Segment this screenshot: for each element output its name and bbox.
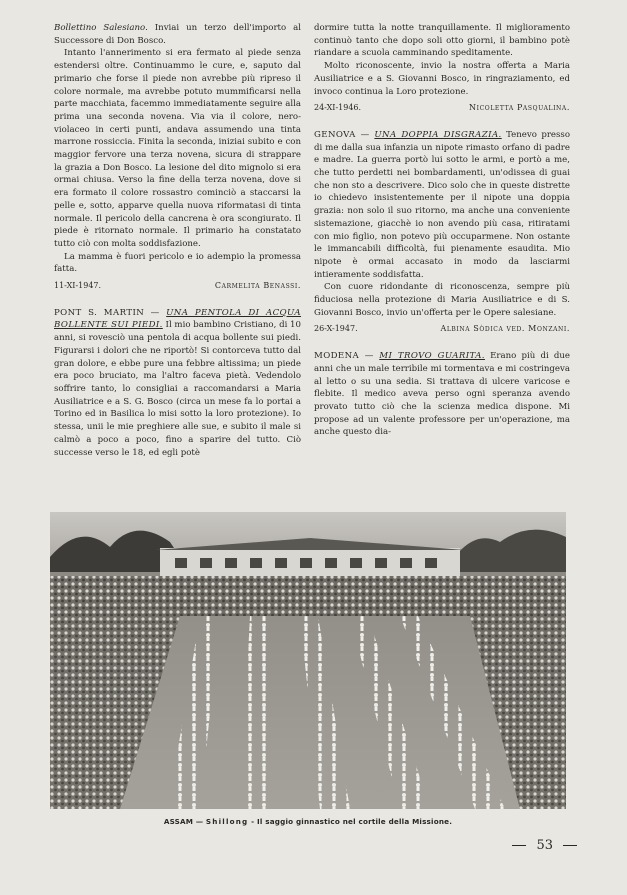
caption-region: ASSAM —	[163, 817, 206, 826]
story-place: MODENA —	[314, 351, 380, 362]
signature-line	[314, 323, 570, 336]
story-heading	[314, 350, 570, 439]
paragraph: Con cuore ridondante di riconoscenza, sempre più fiduciosa nella protezione di Maria Ausiliatrice e di S. Giovanni Bosco, invio un'offerta per le Opere salesiane.	[314, 282, 570, 318]
photo-illustration	[50, 512, 566, 809]
story-place: PONT S. MARTIN —	[54, 307, 167, 318]
spectator-crowd	[50, 576, 566, 616]
story-heading	[314, 129, 570, 281]
story-text: Tenevo presso di me dalla sua infanzia un nipote rimasto orfano di padre e madre. La guerra portò lui sotto le armi, e portò a me, che tutto perdetti nei bombardamenti, un'odissea di guai che non sto a descrivere. Dico solo che in queste distrette io chiedevo insistentemente per il nipote una doppia grazia: non solo il suo ritorno, ma anche una conveniente sistemazione, giacchè io non avendo più casa, ritiratami con mio figlio, non potevo più occuparmene. Non ostante le immancabili difficoltà, fui pienamente esaudita. Mio nipote è ormai accasato in modo da lasciarmi intieramente soddisfatta.	[314, 129, 571, 280]
story-title: MI TROVO GUARITA.	[379, 351, 485, 362]
photo-caption	[50, 817, 566, 826]
story-text: Erano più di due anni che un male terribile mi tormentava e mi costringeva al letto o su una sedia. Si trattava di ulcere varicose e flebite. Il medico aveva perso ogni speranza avendo provato tutto ciò che la scienza medica dispone. Mi propose ad un valente professore per un'operazione, ma anche questo dia-	[314, 351, 570, 438]
paragraph: Molto riconoscente, invio la nostra offerta a Maria Ausiliatrice e a S. Giovanni Bosco, in ringraziamento, ed invoco continua la Loro protezione.	[314, 61, 570, 97]
left-column	[54, 22, 301, 459]
signature-line	[54, 280, 301, 293]
page-number-block	[512, 838, 577, 853]
divider	[512, 845, 526, 846]
page-number: 53	[536, 838, 553, 853]
divider	[563, 845, 577, 846]
signature-line	[314, 102, 570, 115]
story-text: Il mio bambino Cristiano, di 10 anni, si rovesciò una pentola di acqua bollente sui piedi. Figurarsi i dolori che ne riportò! Si contorceva tutto dal gran dolore, e ebbe pure una febbre altissima; un piede era poco bruciato, ma l'altro faceva pietà. Vedendolo soffrire tanto, lo consigliai a raccomandarsi a Maria Ausiliatrice e a S. G. Bosco (circa un mese fa lo portai a Torino ed in Basilica lo misi sotto la loro protezione). Io stessa, unii le mie preghiere alle sue, e subito il male si calmò a poco a poco, fino a sparire del tutto. Ciò successe verso le 18, ed egli potè	[54, 320, 301, 458]
paragraph: Intanto l'annerimento si era fermato al piede senza estendersi oltre. Continuammo le cure, e, saputo dal primario che forse il piede non avrebbe più ripreso il colore normale, ma avrebbe potuto mummificarsi nella parte macchiata, facemmo immediatamente seguire alla prima una seconda novena. Via via il colore, nero-violaceo in certi punti, andava assumendo una tinta marrone rossiccia. Finita la seconda, iniziai subito e con maggior fervore una terza novena, sicura di strappare la grazia a Don Bosco. La lesione del dito mignolo si era ormai chiusa. Verso la fine della terza novena, dove si era formato il colore rossastro cominciò a staccarsi la pelle e, sotto, apparve quella nuova riformatasi di tinta normale. Il pericolo della cancrena è ora scongiurato. Il piede è ritornato normale. Il primario ha constatato tutto ciò con molta soddisfazione.	[54, 48, 301, 249]
caption-city: Shillong	[205, 817, 249, 826]
story-place: GENOVA —	[314, 129, 375, 140]
signature-name: Nicoletta Pasqualina.	[469, 103, 570, 113]
paragraph-text: Inviai un terzo dell'importo al Successore di Don Bosco.	[54, 23, 302, 46]
signature-date: 24-XI-1946.	[314, 103, 362, 113]
signature-name: Albina Sòdica ved. Monzani.	[440, 324, 570, 334]
signature-name: Carmelita Benassi.	[214, 281, 301, 291]
mission-courtyard-photo	[50, 512, 566, 809]
paragraph	[54, 22, 301, 47]
story-title: UNA PENTOLA DI ACQUA BOLLENTE SUI PIEDI.	[54, 307, 301, 331]
right-column	[314, 22, 570, 439]
story-title: UNA DOPPIA DISGRAZIA.	[374, 129, 502, 140]
signature-date: 26-X-1947.	[314, 324, 358, 334]
paragraph: dormire tutta la notte tranquillamente. Il miglioramento continuò tanto che dopo soli otto giorni, il bambino potè riandare a scuola camminando speditamente.	[314, 23, 570, 59]
caption-text: - Il saggio ginnastico nel cortile della Missione.	[248, 817, 453, 826]
story-heading	[54, 307, 301, 459]
publication-name: Bollettino Salesiano.	[54, 23, 148, 33]
paragraph: La mamma è fuori pericolo e io adempio la promessa fatta.	[54, 251, 301, 275]
signature-date: 11-XI-1947.	[54, 281, 102, 291]
